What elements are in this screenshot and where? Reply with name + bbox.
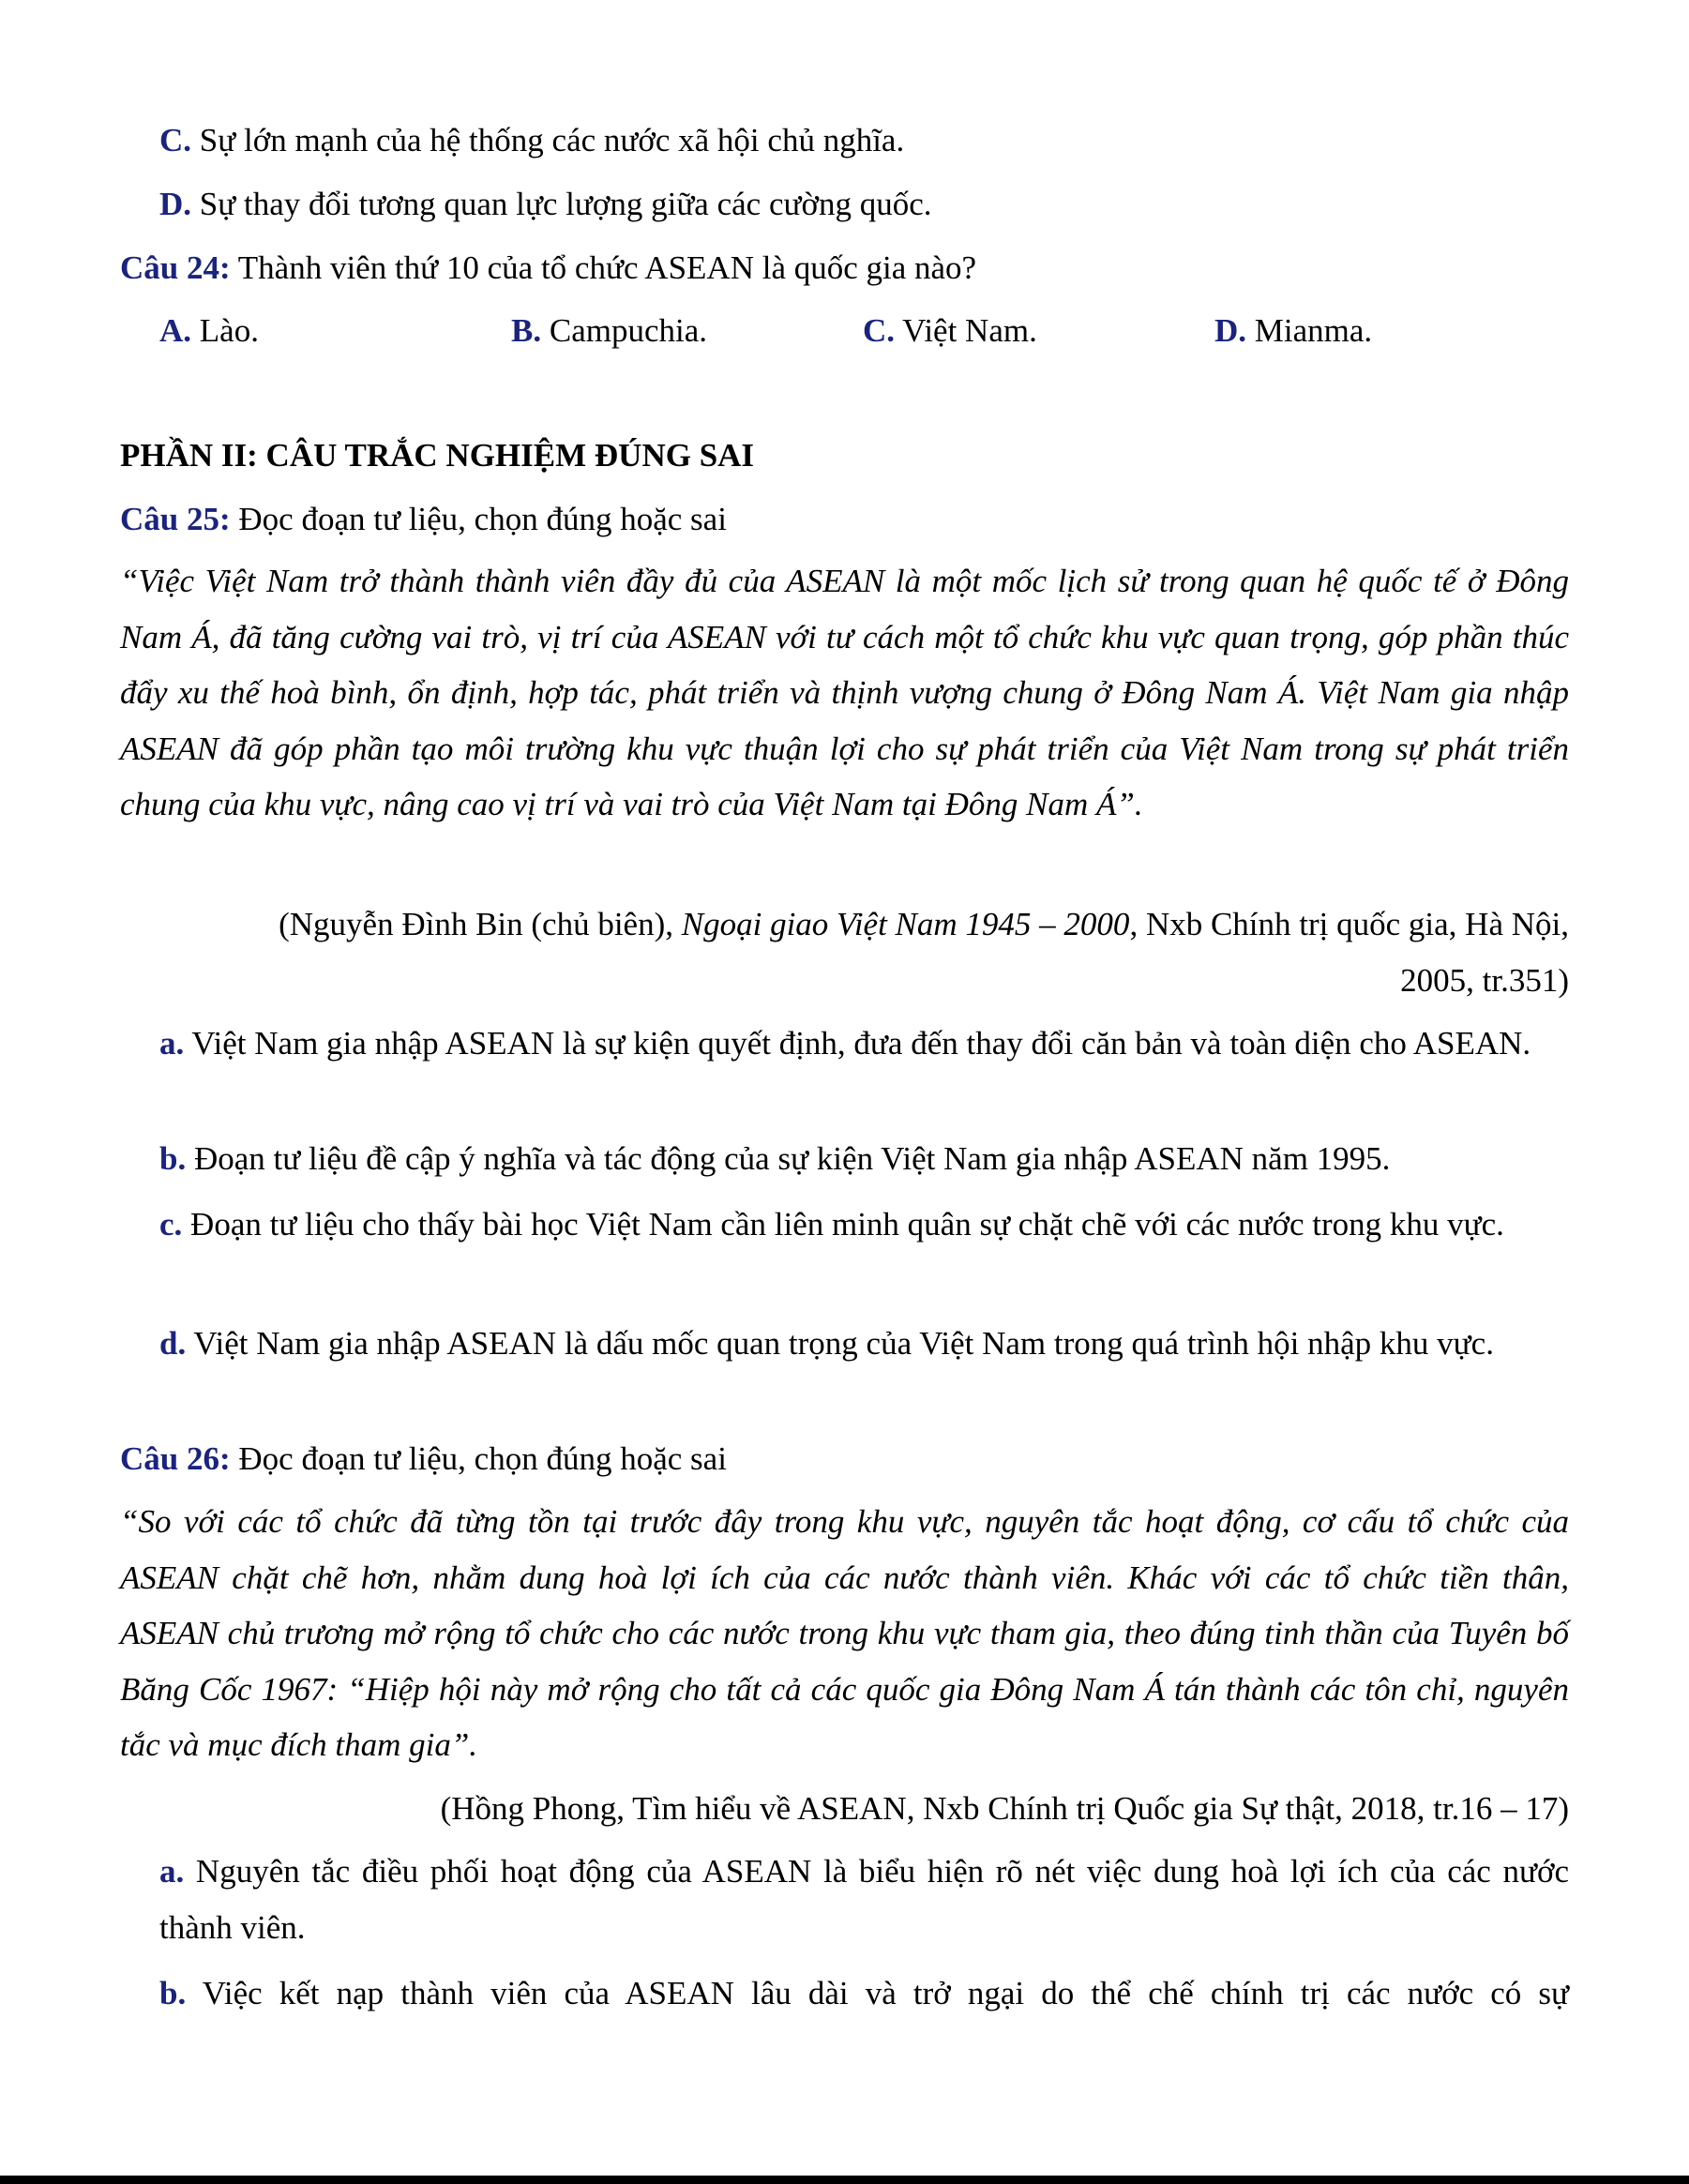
option-text: Campuchia. <box>541 312 708 349</box>
option-label: D. <box>1214 312 1247 349</box>
q25-item-a <box>159 1016 1569 1072</box>
question-24 <box>120 248 976 289</box>
item-label: b. <box>159 1975 187 2011</box>
q26-quote: “So với các tổ chức đã từng tồn tại trước đây trong khu vực, nguyên tắc hoạt động, cơ cấu tổ chức của ASEAN chặt chẽ hơn, nhằm dung hoà lợi ích của các nước thành viên. Khác với các tổ chức tiền thân, ASEAN chủ trương mở rộng tổ chức cho các nước trong khu vực tham gia, theo đúng tinh thần của Tuyên bố Băng Cốc 1967: “Hiệp hội này mở rộng cho tất cả các quốc gia Đông Nam Á tán thành các tôn chỉ, nguyên tắc và mục đích tham gia”. <box>120 1503 1569 1763</box>
question-label: Câu 24: <box>120 249 231 286</box>
option-text: Lào. <box>191 312 259 349</box>
item-text: Nguyên tắc điều phối hoạt động của ASEAN là biểu hiện rõ nét việc dung hoà lợi ích của các nước thành viên. <box>159 1853 1569 1946</box>
q26-item-a <box>159 1844 1569 1955</box>
q26-source: (Hồng Phong, Tìm hiểu về ASEAN, Nxb Chính trị Quốc gia Sự thật, 2018, tr.16 – 17) <box>440 1790 1569 1827</box>
page-bottom-border <box>0 2176 1689 2184</box>
option-text: Sự thay đổi tương quan lực lượng giữa các cường quốc. <box>191 186 932 222</box>
item-text: Đoạn tư liệu cho thấy bài học Việt Nam cần liên minh quân sự chặt chẽ với các nước trong khu vực. <box>182 1206 1504 1243</box>
option-label: C. <box>159 122 192 158</box>
option-label: A. <box>159 312 192 349</box>
q23-option-c <box>159 120 904 161</box>
question-label: Câu 25: <box>120 501 231 537</box>
item-label: d. <box>159 1325 187 1362</box>
q24-option-a <box>159 310 259 352</box>
q25-item-c <box>159 1197 1569 1253</box>
question-25 <box>120 499 727 540</box>
option-text: Mianma. <box>1246 312 1373 349</box>
option-text: Sự lớn mạnh của hệ thống các nước xã hội chủ nghĩa. <box>191 122 905 158</box>
q24-option-c <box>863 310 1037 352</box>
q26-item-b <box>159 1966 1569 2022</box>
option-label: C. <box>863 312 896 349</box>
option-label: D. <box>159 186 192 222</box>
item-label: a. <box>159 1853 185 1890</box>
item-text: Đoạn tư liệu đề cập ý nghĩa và tác động của sự kiện Việt Nam gia nhập ASEAN năm 1995. <box>186 1140 1391 1177</box>
item-text: Việt Nam gia nhập ASEAN là dấu mốc quan trọng của Việt Nam trong quá trình hội nhập khu vực. <box>186 1325 1494 1362</box>
option-text: Việt Nam. <box>895 312 1037 349</box>
question-26 <box>120 1438 727 1480</box>
item-label: b. <box>159 1140 187 1177</box>
item-text: Việc kết nạp thành viên của ASEAN lâu dài và trở ngại do thể chế chính trị các nước có sự <box>186 1975 1569 2011</box>
q23-option-d <box>159 184 932 225</box>
q24-option-b <box>511 310 707 352</box>
q25-source <box>120 904 1569 945</box>
question-label: Câu 26: <box>120 1440 231 1477</box>
item-text: Việt Nam gia nhập ASEAN là sự kiện quyết định, đưa đến thay đổi căn bản và toàn diện cho ASEAN. <box>184 1025 1531 1062</box>
question-text: Đọc đoạn tư liệu, chọn đúng hoặc sai <box>230 501 727 537</box>
source-book-title: Ngoại giao Việt Nam 1945 – 2000 <box>681 906 1130 942</box>
option-label: B. <box>511 312 542 349</box>
q25-source-line2: 2005, tr.351) <box>1400 962 1569 999</box>
source-author: (Nguyễn Đình Bin (chủ biên), <box>279 906 682 942</box>
item-label: c. <box>159 1206 183 1243</box>
q24-option-d <box>1214 310 1372 352</box>
question-text: Đọc đoạn tư liệu, chọn đúng hoặc sai <box>230 1440 727 1477</box>
question-text: Thành viên thứ 10 của tổ chức ASEAN là quốc gia nào? <box>230 249 977 286</box>
source-publisher: , Nxb Chính trị quốc gia, Hà Nội, <box>1129 906 1569 942</box>
q25-quote: “Việc Việt Nam trở thành thành viên đầy đủ của ASEAN là một mốc lịch sử trong quan hệ quốc tế ở Đông Nam Á, đã tăng cường vai trò, vị trí của ASEAN với tư cách một tổ chức khu vực quan trọng, góp phần thúc đẩy xu thế hoà bình, ổn định, hợp tác, phát triển và thịnh vượng chung ở Đông Nam Á. Việt Nam gia nhập ASEAN đã góp phần tạo môi trường khu vực thuận lợi cho sự phát triển của Việt Nam trong sự phát triển chung của khu vực, nâng cao vị trí và vai trò của Việt Nam tại Đông Nam Á”. <box>120 563 1569 822</box>
q25-item-b <box>159 1138 1390 1180</box>
item-label: a. <box>159 1025 185 1062</box>
q25-item-d <box>159 1316 1569 1372</box>
section-title: PHẦN II: CÂU TRẮC NGHIỆM ĐÚNG SAI <box>120 437 755 474</box>
